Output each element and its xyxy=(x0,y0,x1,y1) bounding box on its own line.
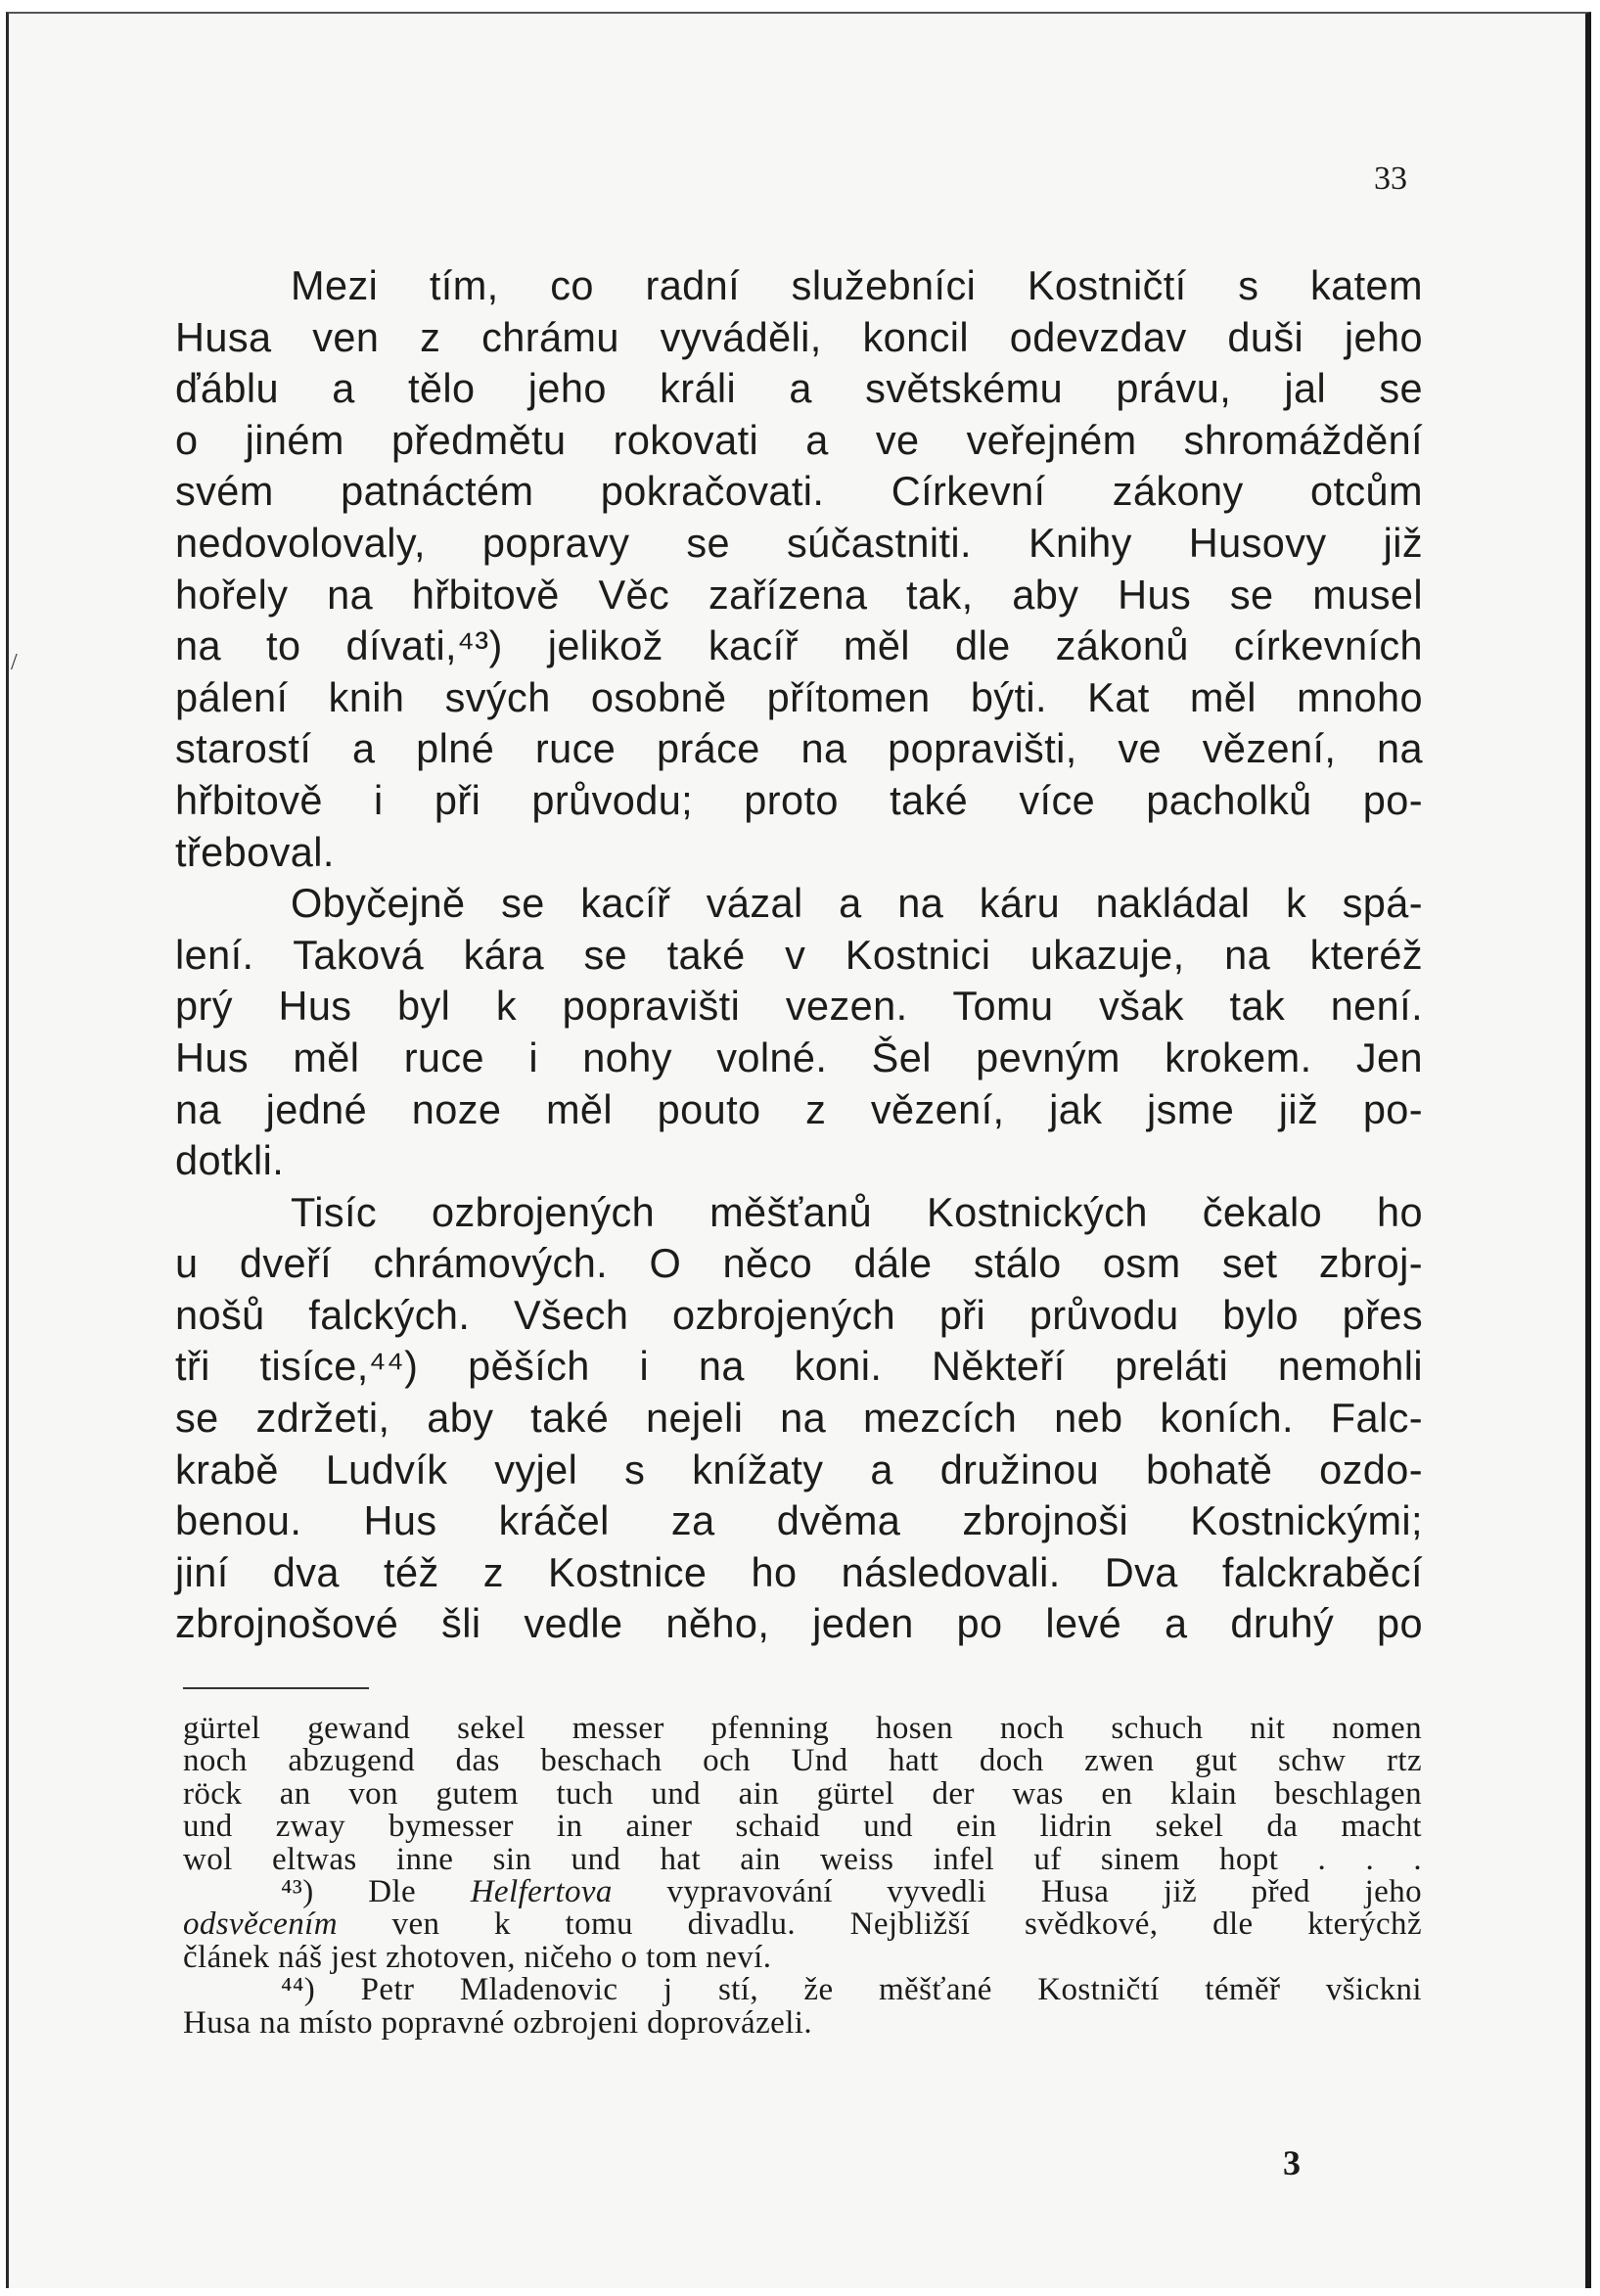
footnote-line: Husa na místo popravné ozbrojeni doprovázeli. xyxy=(183,2004,812,2041)
footnote-line: und zway bymesser in ainer schaid und ein lidrin sekel da macht xyxy=(183,1809,1422,1845)
text-line: na jedné noze měl pouto z vězení, jak jsme již po- xyxy=(175,1085,1423,1132)
text-line: Tisíc ozbrojených měšťanů Kostnických čekalo ho xyxy=(291,1188,1423,1235)
footnote-44-line: ⁴⁴) Petr Mladenovic j stí, že měšťané Kostničtí téměř všickni xyxy=(281,1972,1422,2008)
footnote-text: ven k tomu divadlu. Nejbližší svědkové, dle kterýchž xyxy=(337,1906,1422,1943)
text-line: jiní dva též z Kostnice ho následovali. Dva falckraběcí xyxy=(175,1548,1423,1595)
footnote-43-marker: ⁴³) Dle xyxy=(281,1873,471,1909)
footnotes xyxy=(183,1713,1422,2040)
text-line: se zdržeti, aby také nejeli na mezcích neb koních. Falc- xyxy=(175,1395,1423,1442)
text-line: krabě Ludvík vyjel s knížaty a družinou bohatě ozdo- xyxy=(175,1446,1423,1492)
text-line: Mezi tím, co radní služebníci Kostničtí s katem xyxy=(291,262,1423,308)
text-line: zbrojnošové šli vedle něho, jeden po levé a druhý po xyxy=(175,1600,1423,1647)
footnote-line: röck an von gutem tuch und ain gürtel der was en klain beschlagen xyxy=(183,1775,1422,1812)
body-text xyxy=(175,260,1423,1650)
text-line: svém patnáctém pokračovati. Církevní zákony otcům xyxy=(175,468,1423,515)
text-line: benou. Hus kráčel za dvěma zbrojnoši Kostnickými; xyxy=(175,1497,1423,1544)
text-line: nedovolovaly, popravy se súčastniti. Knihy Husovy již xyxy=(175,519,1423,566)
book-page xyxy=(6,12,1591,2288)
margin-mark: / xyxy=(11,650,18,675)
text-line: Hus měl ruce i nohy volné. Šel pevným krokem. Jen xyxy=(175,1033,1423,1080)
footnote-line: článek náš jest zhotoven, ničeho o tom neví. xyxy=(183,1939,772,1975)
page-number: 33 xyxy=(1374,161,1407,197)
footnote-line: noch abzugend das beschach och Und hatt doch zwen gut schw rtz xyxy=(183,1743,1422,1779)
footnote-43-line xyxy=(183,1873,1422,1909)
text-line: hřbitově i při průvodu; proto také více pacholků po- xyxy=(175,776,1423,823)
text-line: třeboval. xyxy=(175,828,335,875)
text-line: starostí a plné ruce práce na popravišti, ve vězení, na xyxy=(175,725,1423,772)
footnote-divider xyxy=(183,1687,369,1689)
text-line: o jiném předmětu rokovati a ve veřejném shromáždění xyxy=(175,416,1423,463)
text-line: Obyčejně se kacíř vázal a na káru nakládal k spá- xyxy=(291,880,1423,927)
text-line: tři tisíce,⁴⁴) pěších i na koni. Někteří preláti nemohli xyxy=(175,1343,1423,1390)
text-line: na to dívati,⁴³) jelikož kacíř měl dle zákonů církevních xyxy=(175,622,1423,669)
footnote-line: gürtel gewand sekel messer pfenning hosen noch schuch nit nomen xyxy=(183,1711,1422,1746)
text-line: u dveří chrámových. O něco dále stálo osm set zbroj- xyxy=(175,1240,1423,1287)
footnote-text: vypravování vyvedli Husa již před jeho xyxy=(612,1873,1422,1909)
cited-author: Helfertova xyxy=(470,1873,613,1909)
signature-mark: 3 xyxy=(1283,2143,1301,2182)
text-line: nošů falckých. Všech ozbrojených při průvodu bylo přes xyxy=(175,1291,1423,1338)
text-line: prý Hus byl k popravišti vezen. Tomu však tak není. xyxy=(175,983,1423,1030)
text-line: ďáblu a tělo jeho králi a světskému právu, jal se xyxy=(175,365,1423,412)
text-line: dotkli. xyxy=(175,1137,285,1184)
footnote-line: wol eltwas inne sin und hat ain weiss infel uf sinem hopt . . . xyxy=(183,1841,1422,1877)
text-line: lení. Taková kára se také v Kostnici ukazuje, na kteréž xyxy=(175,931,1423,978)
text-line: hořely na hřbitově Věc zařízena tak, aby Hus se musel xyxy=(175,571,1423,618)
footnote-43-line xyxy=(183,1908,1422,1941)
text-line: Husa ven z chrámu vyváděli, koncil odevzdav duši jeho xyxy=(175,313,1423,360)
text-line: pálení knih svých osobně přítomen býti. Kat měl mnoho xyxy=(175,673,1423,720)
emphasis-term: odsvěcením xyxy=(183,1906,338,1943)
